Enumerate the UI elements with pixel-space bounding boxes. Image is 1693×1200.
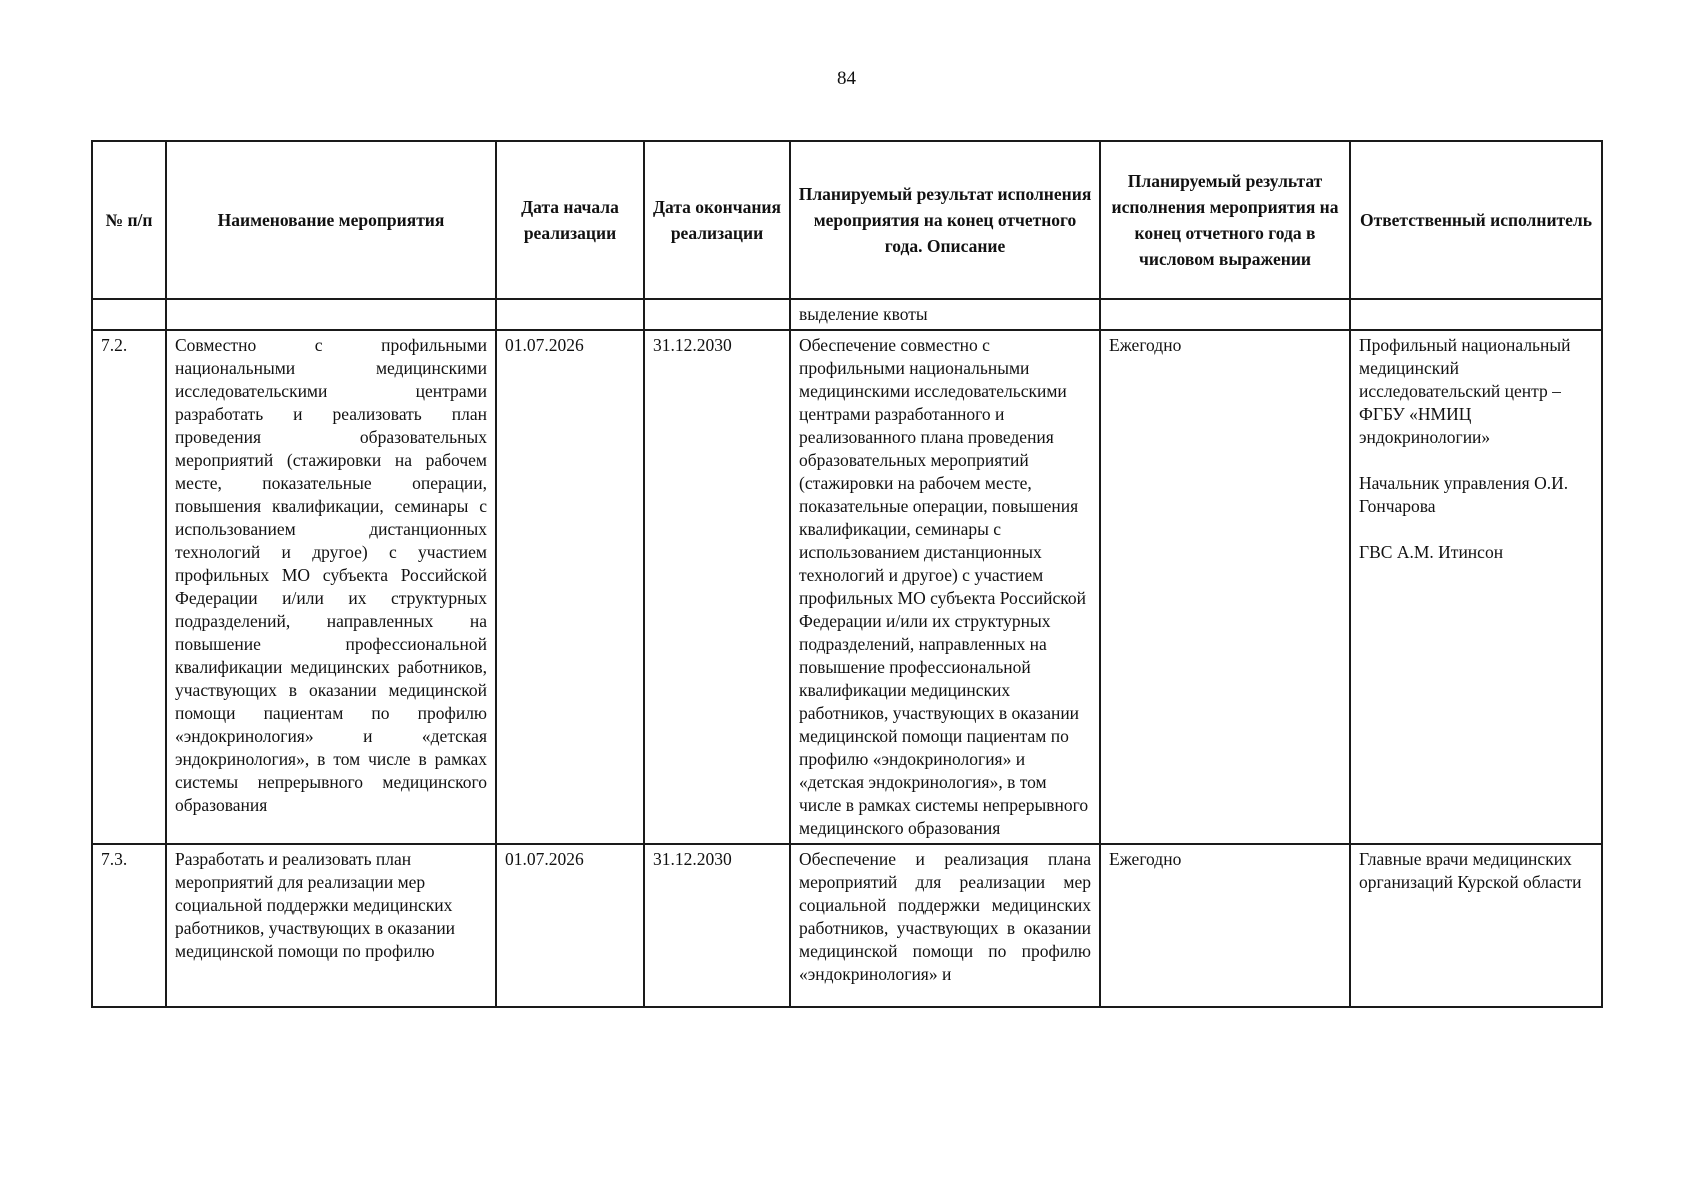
cell-empty [1350, 299, 1602, 330]
header-result-desc: Планируемый результат исполнения мероприятия на конец отчетного года. Описание [790, 141, 1100, 299]
cell-start: 01.07.2026 [496, 330, 644, 844]
table-row [92, 330, 1602, 844]
page-number: 84 [837, 68, 856, 89]
table-header-row [92, 141, 1602, 299]
cell-start: 01.07.2026 [496, 844, 644, 1007]
cell-result-num: Ежегодно [1100, 844, 1350, 1007]
cell-end: 31.12.2030 [644, 844, 790, 1007]
header-result-num: Планируемый результат исполнения мероприятия на конец отчетного года в числовом выражении [1100, 141, 1350, 299]
cell-empty [92, 299, 166, 330]
header-end: Дата окончания реализации [644, 141, 790, 299]
cell-name: Совместно с профильными национальными медицинскими исследовательскими центрами разработать и реализовать план проведения образовательных мероприятий (стажировки на рабочем месте, показательные операции, повышения квалификации, семинары с использованием дистанционных технологий и другое) с участием профильных МО субъекта Российской Федерации и/или их структурных подразделений, направленных на повышение профессиональной квалификации медицинских работников, участвующих в оказании медицинской помощи пациентам по профилю «эндокринология» и «детская эндокринология», в том числе в рамках системы непрерывного медицинского образования [166, 330, 496, 844]
responsible-line: Профильный национальный медицинский исследовательский центр – ФГБУ «НМИЦ эндокринологии» [1359, 335, 1571, 447]
cell-result-desc: Обеспечение и реализация плана мероприятий для реализации мер социальной поддержки медицинских работников, участвующих в оказании медицинской помощи по профилю «эндокринология» и [790, 844, 1100, 1007]
cell-result-num: Ежегодно [1100, 330, 1350, 844]
cell-end: 31.12.2030 [644, 330, 790, 844]
cell-responsible [1350, 330, 1602, 844]
header-start: Дата начала реализации [496, 141, 644, 299]
cell-responsible: Главные врачи медицинских организаций Курской области [1350, 844, 1602, 1007]
header-responsible: Ответственный исполнитель [1350, 141, 1602, 299]
header-num: № п/п [92, 141, 166, 299]
continuation-row [92, 299, 1602, 330]
cell-empty [644, 299, 790, 330]
responsible-line: Начальник управления О.И. Гончарова [1359, 473, 1569, 516]
responsible-line: ГВС А.М. Итинсон [1359, 542, 1504, 562]
cell-name: Разработать и реализовать план мероприятий для реализации мер социальной поддержки медицинских работников, участвующих в оказании медицинской помощи по профилю [166, 844, 496, 1007]
cell-num: 7.2. [92, 330, 166, 844]
cell-empty [496, 299, 644, 330]
cell-empty [166, 299, 496, 330]
activities-table [91, 140, 1603, 1008]
cell-result-desc: Обеспечение совместно с профильными национальными медицинскими исследовательскими центрами разработанного и реализованного плана проведения образовательных мероприятий (стажировки на рабочем месте, показательные операции, повышения квалификации, семинары с использованием дистанционных технологий и другое) с участием профильных МО субъекта Российской Федерации и/или их структурных подразделений, направленных на повышение профессиональной квалификации медицинских работников, участвующих в оказании медицинской помощи пациентам по профилю «эндокринология» и «детская эндокринология», в том числе в рамках системы непрерывного медицинского образования [790, 330, 1100, 844]
cell-empty [1100, 299, 1350, 330]
cell-num: 7.3. [92, 844, 166, 1007]
table-row [92, 844, 1602, 1007]
header-name: Наименование мероприятия [166, 141, 496, 299]
cell-result-desc: выделение квоты [790, 299, 1100, 330]
